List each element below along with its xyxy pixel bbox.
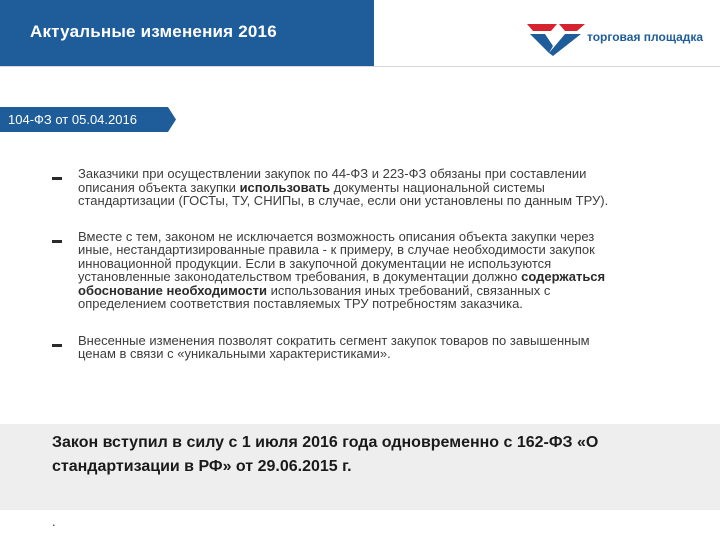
bullet-text: Заказчики при осуществлении закупок по 44-ФЗ и 223-ФЗ обязаны при составлении описания объекта закупки использовать документы национальной системы стандартизации (ГОСТы, ТУ, СНИПы, в случае, если они установлены по данным ТРУ). — [78, 166, 609, 208]
brand-logo — [527, 20, 717, 56]
footer-statement: Закон вступил в силу с 1 июля 2016 года одновременно с 162-ФЗ «О стандартизации в РФ» от 29.06.2015 г. — [52, 434, 599, 475]
section-tag-label: 104-ФЗ от 05.04.2016 — [8, 112, 137, 127]
list-item — [52, 230, 612, 311]
brand-logo-icon — [527, 20, 585, 56]
header-divider — [0, 66, 720, 67]
bullet-marker-icon — [52, 240, 62, 243]
bullet-list — [52, 167, 612, 361]
bullet-text: Вместе с тем, законом не исключается возможность описания объекта закупки через иные, нестандартизированные правила - к примеру, в случае необходимости закупок инновационной продукции. Если в закупочной документации не используются установленные законодательством требования, в документации должно содержаться обоснование необходимости использования иных требований, связанных с определением соответствия поставляемых ТРУ потребностям заказчика. — [78, 228, 606, 311]
bullet-marker-icon — [52, 177, 62, 180]
header-bar — [0, 0, 374, 66]
bullet-marker-icon — [52, 344, 62, 347]
list-item — [52, 334, 612, 361]
list-item — [52, 167, 612, 208]
slide-header — [0, 0, 720, 66]
brand-name: торговая площадка — [587, 30, 704, 44]
bullet-text: Внесенные изменения позволят сократить сегмент закупок товаров по завышенным ценам в связи с «уникальными характеристиками». — [78, 332, 590, 361]
footer-dot: . — [52, 514, 56, 529]
slide-title: Актуальные изменения 2016 — [30, 22, 277, 41]
